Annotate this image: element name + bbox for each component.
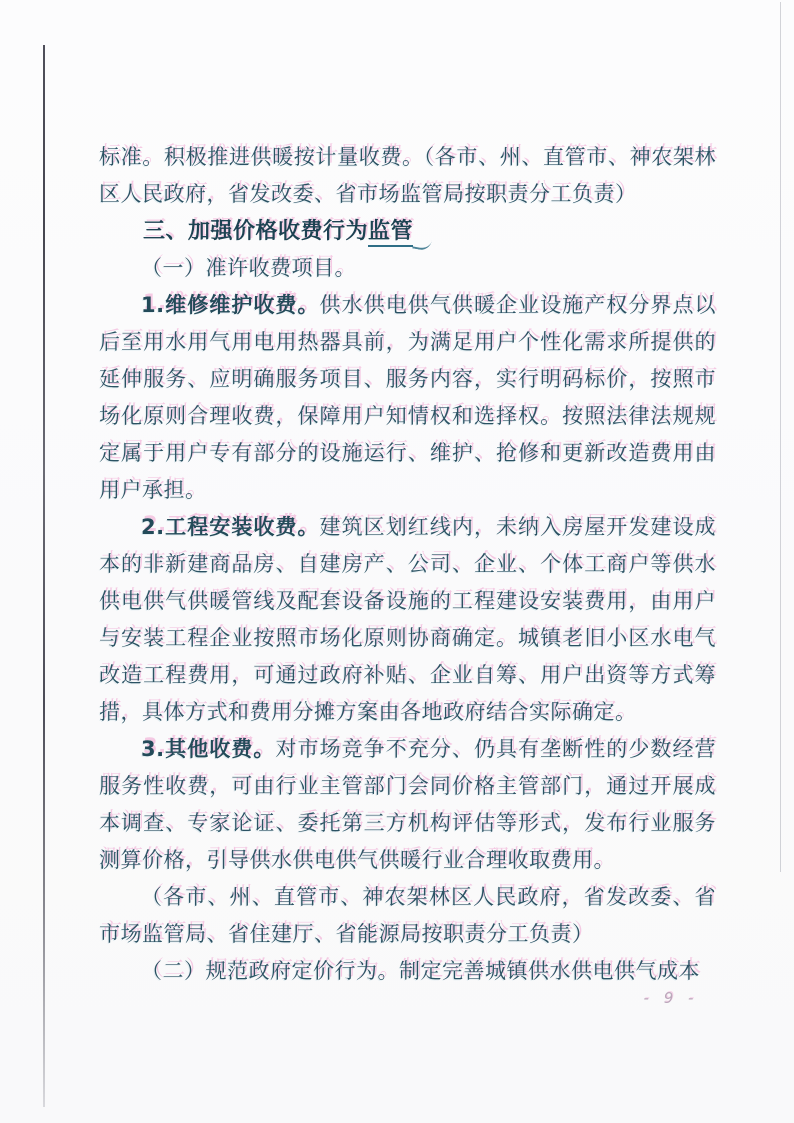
item-3-lead: 3.其他收费。 [141,737,276,761]
item-3-body: 对市场竞争不充分、仍具有垄断性的少数经营服务性收费，可由行业主管部门会同价格主管部门，通过开展成本调查、专家论证、委托第三方机构评估等形式，发布行业服务测算价格，引导供水供电供气供暖行业合理收取费用。 [99,737,717,872]
page-number: - 9 - [643,989,699,1007]
item-1-body: 供水供电供气供暖企业设施产权分界点以后至用水用气用电用热器具前，为满足用户个性化需求所提供的延伸服务、应明确服务项目、服务内容，实行明码标价，按照市场化原则合理收费，保障用户知情权和选择权。按照法律法规规定属于用户专有部分的设施运行、维护、抢修和更新改造费用由用户承担。 [99,293,717,502]
subsection-heading-1 [99,250,716,287]
document-text [99,139,716,990]
scan-artifact-right-line [780,2,781,872]
section-heading-text: 三、加强价格收费行为 [143,219,369,244]
item-3-paragraph [99,731,716,879]
section-heading-underlined-word: 监管 [368,219,413,247]
item-1-paragraph [99,287,716,509]
item-2-lead: 2.工程安装收费。 [141,515,320,539]
item-2-paragraph [99,509,716,731]
subsection-heading-1-text: （一）准许收费项目。 [141,256,356,280]
subsection-heading-2-body: 制定完善城镇供水供电供气成本 [399,959,700,983]
item-2-body: 建筑区划红线内，未纳入房屋开发建设成本的非新建商品房、自建房产、公司、企业、个体工商户等供水供电供气供暖管线及配套设备设施的工程建设安装费用，由用户与安装工程企业按照市场化原则协商确定。城镇老旧小区水电气改造工程费用，可通过政府补贴、企业自筹、用户出资等方式筹措，具体方式和费用分摊方案由各地政府结合实际确定。 [99,515,717,724]
item-1-lead: 1.维修维护收费。 [141,293,320,317]
paragraph-continuation [99,139,716,213]
responsibility-note [99,879,716,953]
section-heading [99,213,716,250]
subsection-heading-2-lead: （二）规范政府定价行为。 [141,959,399,983]
paragraph-continuation-text: 标准。积极推进供暖按计量收费。（各市、州、直管市、神农架林区人民政府，省发改委、省市场监管局按职责分工负责） [99,145,716,206]
scan-artifact-left-line [43,45,45,1107]
responsibility-note-text: （各市、州、直管市、神农架林区人民政府，省发改委、省市场监管局、省住建厅、省能源局按职责分工负责） [99,885,716,946]
subsection-heading-2-paragraph [99,953,716,990]
